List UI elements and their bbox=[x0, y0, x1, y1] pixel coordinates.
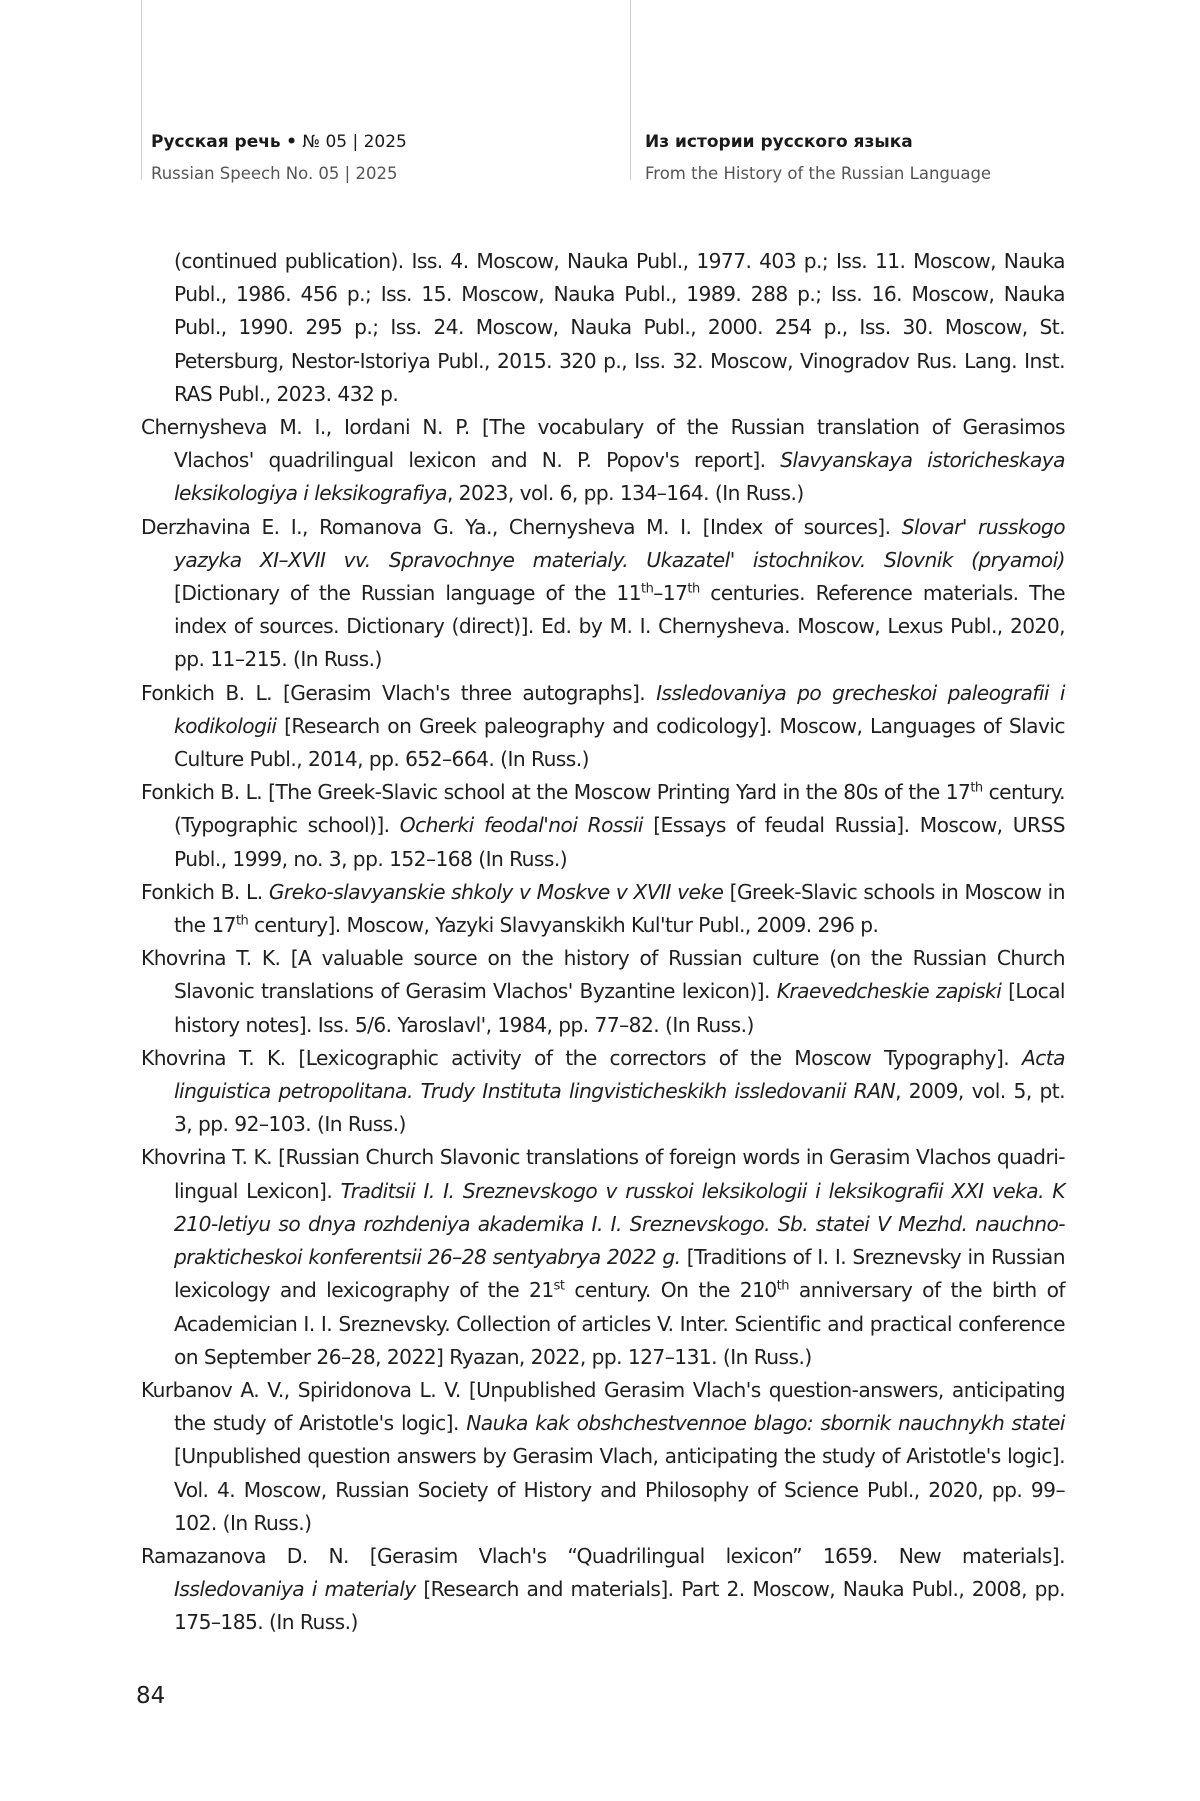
running-header-section bbox=[645, 126, 991, 190]
reference-source-title: Kraevedcheskie zapiski bbox=[776, 979, 1002, 1004]
reference-text: [Research and materials]. Part 2. Moscow, Nauka Publ., 2008, pp. 175–185. (In Russ.) bbox=[174, 1577, 1065, 1635]
reference-text: Fonkich B. L. [The Greek-Slavic school at the Moscow Printing Yard in the 80s of the 17 bbox=[141, 780, 971, 805]
journal-issue-ru: № 05 | 2025 bbox=[302, 132, 407, 152]
reference-source-title: Traditsii I. I. Sreznevskogo v russkoi leksikologii i leksikografii XXI veka. K 210-letiyu so dnya rozhdeniya akademika I. I. Sreznevskogo. Sb. statei V Mezhd. nauchno-prakticheskoi konferentsii 26–28 sentyabrya 2022 g. bbox=[174, 1178, 1065, 1270]
ordinal-suffix: st bbox=[553, 1278, 565, 1294]
reference-entry bbox=[141, 677, 1065, 777]
reference-source-title: Greko-slavyanskie shkoly v Moskve v XVII veke bbox=[268, 879, 724, 904]
reference-text: Ramazanova D. N. [Gerasim Vlach's “Quadrilingual lexicon” 1659. New materials]. bbox=[141, 1543, 1065, 1568]
reference-source-title: Slovar' russkogo yazyka XI–XVII vv. Spravochnye materialy. Ukazatel' istochnikov. Slovnik (pryamoi) bbox=[174, 514, 1065, 572]
ordinal-suffix: th bbox=[776, 1278, 789, 1294]
ordinal-suffix: th bbox=[641, 581, 654, 597]
reference-source-title: Nauka kak obshchestvennoe blago: sbornik nauchnykh statei bbox=[466, 1411, 1065, 1436]
section-title-en: From the History of the Russian Language bbox=[645, 164, 992, 183]
header-divider-left bbox=[141, 0, 142, 180]
reference-text: Khovrina T. K. [Russian Church Slavonic translations of foreign words in Gerasim Vlachos quadri-lingual Lexicon]. bbox=[141, 1145, 1065, 1203]
reference-text: [Unpublished question answers by Gerasim Vlach, anticipating the study of Aristotle's logic]. Vol. 4. Moscow, Russian Society of History and Philosophy of Science Publ., 2020, pp. 99–102. (In Russ.) bbox=[174, 1444, 1065, 1535]
reference-entry bbox=[141, 942, 1065, 1042]
reference-text: [Greek-Slavic schools in Moscow in the 17 bbox=[174, 879, 1065, 938]
reference-source-title: Issledovaniya i materialy bbox=[174, 1577, 416, 1602]
reference-text: [Research on Greek paleography and codicology]. Moscow, Languages of Slavic Culture Publ., 2014, pp. 652–664. (In Russ.) bbox=[174, 713, 1065, 772]
reference-text: Fonkich B. L. [Gerasim Vlach's three autographs]. bbox=[141, 680, 657, 705]
running-header-journal bbox=[151, 126, 407, 190]
reference-text: (continued publication). Iss. 4. Moscow, Nauka Publ., 1977. 403 p.; Iss. 11. Moscow, Nauka Publ., 1986. 456 p.; Iss. 15. Moscow, Nauka Publ., 1989. 288 p.; Iss. 16. Moscow, Nauka Publ., 1990. 295 p.; Iss. 24. Moscow, Nauka Publ., 2000. 254 p., Iss. 30. Moscow, St. Petersburg, Nestor-Istoriya Publ., 2015. 320 p., Iss. 32. Moscow, Vinogradov Rus. Lang. Inst. RAS Publ., 2023. 432 p. bbox=[174, 249, 1065, 406]
reference-text: [Local history notes]. Iss. 5/6. Yaroslavl', 1984, pp. 77–82. (In Russ.) bbox=[174, 979, 1065, 1037]
reference-text: Khovrina T. K. [A valuable source on the history of Russian culture (on the Russian Church Slavonic translations of Gerasim Vlachos' Byzantine lexicon)]. bbox=[141, 946, 1065, 1004]
reference-entry bbox=[141, 245, 1065, 411]
reference-text: anniversary of the birth of Academician I. I. Sreznevsky. Collection of articles V. Inter. Scientific and practical conference on September 26–28, 2022] Ryazan, 2022, pp. 127–131. (In Russ.) bbox=[174, 1278, 1065, 1369]
reference-text: Khovrina T. K. [Lexicographic activity of the correctors of the Moscow Typography]. bbox=[141, 1045, 1022, 1070]
reference-list bbox=[141, 245, 1065, 1640]
reference-text: centuries. Reference materials. The index of sources. Dictionary (direct)]. Ed. by M. I. Chernysheva. Moscow, Lexus Publ., 2020, pp. 11–215. (In Russ.) bbox=[174, 581, 1065, 672]
reference-entry bbox=[141, 876, 1065, 942]
ordinal-suffix: th bbox=[687, 581, 700, 597]
reference-entry bbox=[141, 776, 1065, 876]
reference-text: [Traditions of I. I. Sreznevsky in Russian lexicology and lexicography of the 21 bbox=[174, 1245, 1066, 1303]
reference-text: century. (Typographic school)]. bbox=[174, 780, 1066, 838]
reference-entry bbox=[141, 1141, 1065, 1373]
reference-entry bbox=[141, 411, 1065, 511]
ordinal-suffix: th bbox=[970, 780, 983, 796]
reference-text: , 2009, vol. 5, pt. 3, pp. 92–103. (In Russ.) bbox=[174, 1079, 1065, 1137]
reference-source-title: Ocherki feodal'noi Rossii bbox=[399, 813, 643, 838]
reference-entry bbox=[141, 1540, 1065, 1640]
reference-source-title: Slavyanskaya istoricheskaya leksikologiya i leksikografiya bbox=[174, 448, 1065, 506]
reference-text: Fonkich B. L. bbox=[141, 879, 269, 904]
reference-text: [Dictionary of the Russian language of the 11 bbox=[174, 581, 642, 606]
reference-text: [Essays of feudal Russia]. Moscow, URSS Publ., 1999, no. 3, pp. 152–168 (In Russ.) bbox=[174, 813, 1065, 871]
section-title-ru: Из истории русского языка bbox=[645, 132, 913, 152]
reference-text: century]. Moscow, Yazyki Slavyanskikh Kul'tur Publ., 2009. 296 p. bbox=[248, 913, 879, 938]
reference-source-title: Issledovaniya po grecheskoi paleografii i kodikologii bbox=[174, 680, 1065, 738]
journal-title-en: Russian Speech No. 05 | 2025 bbox=[151, 164, 398, 183]
reference-entry bbox=[141, 1374, 1065, 1540]
reference-entry bbox=[141, 1042, 1065, 1142]
reference-text: Derzhavina E. I., Romanova G. Ya., Chernysheva M. I. [Index of sources]. bbox=[141, 514, 902, 539]
header-divider-right bbox=[630, 0, 631, 180]
reference-text: century. On the 210 bbox=[564, 1278, 777, 1303]
reference-text: –17 bbox=[653, 581, 688, 606]
reference-source-title: Acta linguistica petropolitana. Trudy Instituta lingvisticheskikh issledovanii RAN bbox=[174, 1045, 1065, 1104]
reference-text: Kurbanov A. V., Spiridonova L. V. [Unpublished Gerasim Vlach's question-answers, anticipating the study of Aristotle's logic]. bbox=[141, 1377, 1065, 1436]
ordinal-suffix: th bbox=[235, 913, 249, 929]
journal-title-ru: Русская речь bbox=[151, 132, 281, 152]
page-number: 84 bbox=[136, 1683, 166, 1709]
reference-text: Chernysheva M. I., Iordani N. P. [The vocabulary of the Russian translation of Gerasimos Vlachos' quadrilingual lexicon and N. P. Popov's report]. bbox=[141, 415, 1065, 473]
reference-text: , 2023, vol. 6, pp. 134–164. (In Russ.) bbox=[446, 481, 804, 506]
reference-entry bbox=[141, 511, 1065, 677]
header-bullet: • bbox=[286, 132, 297, 152]
